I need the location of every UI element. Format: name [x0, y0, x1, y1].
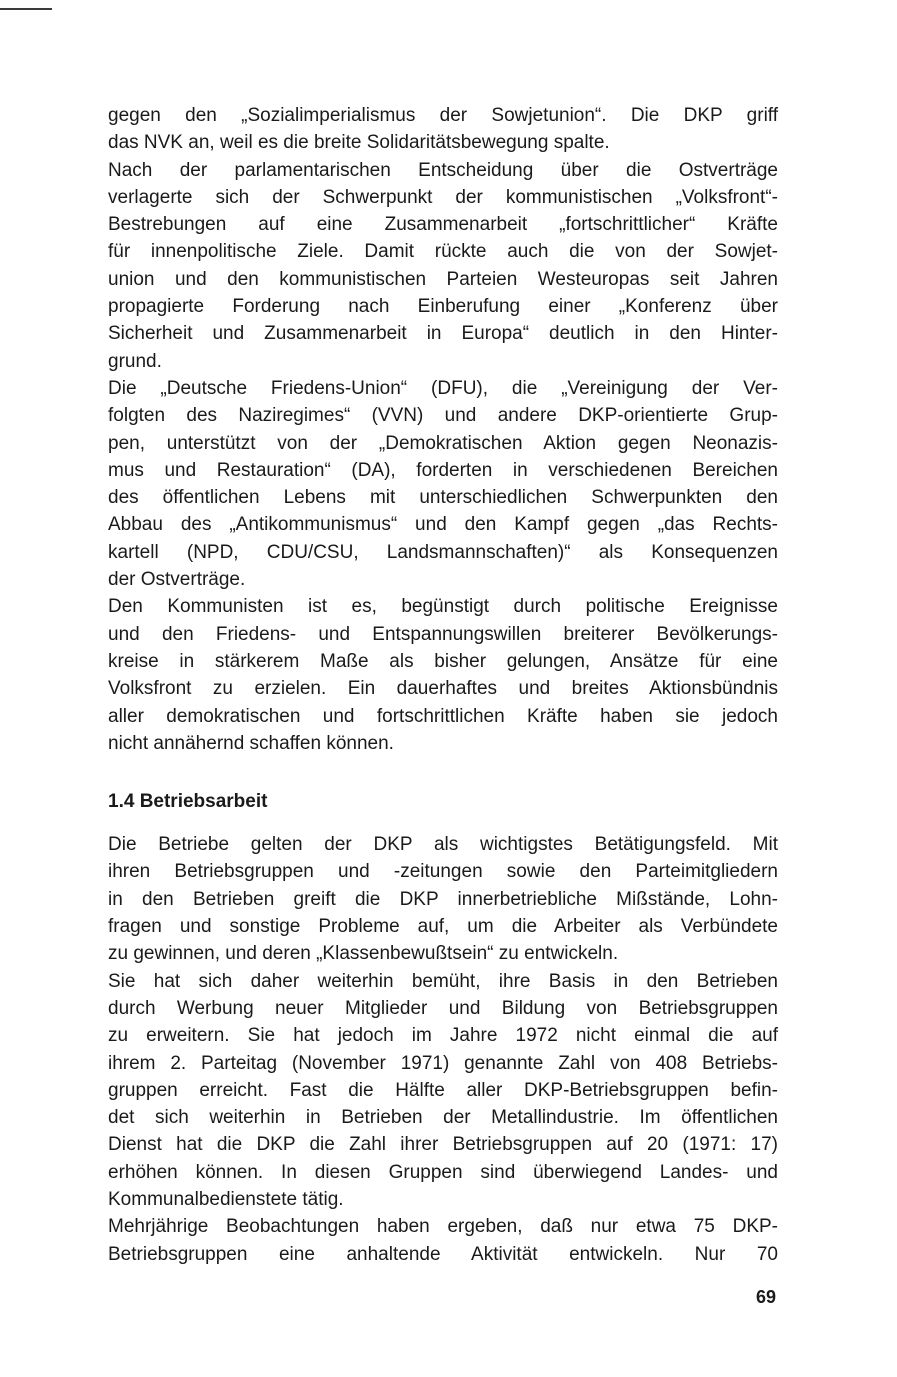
text-line: propagierte Forderung nach Einberufung einer „Konferenz über [108, 296, 778, 318]
section-heading: 1.4 Betriebsarbeit [108, 791, 268, 813]
paragraph [108, 593, 778, 757]
text-line: der Ostverträge. [108, 569, 246, 591]
text-line: für innenpolitische Ziele. Damit rückte auch die von der Sowjet- [108, 241, 778, 263]
page-number: 69 [756, 1287, 777, 1307]
text-line: in den Betrieben greift die DKP innerbetriebliche Mißstände, Lohn- [108, 888, 778, 910]
text-line: kartell (NPD, CDU/CSU, Landsmannschaften)“ als Konsequenzen [108, 541, 778, 563]
text-line: gegen den „Sozialimperialismus der Sowjetunion“. Die DKP griff [108, 105, 778, 126]
text-line: Kommunalbedienstete tätig. [108, 1188, 344, 1210]
text-line: Volksfront zu erzielen. Ein dauerhaftes und breites Aktionsbündnis [108, 678, 778, 700]
text-line: und den Friedens- und Entspannungswillen breiterer Bevölkerungs- [108, 623, 778, 645]
page-body [108, 102, 778, 1268]
text-line: grund. [108, 350, 162, 372]
text-line: nicht annähernd schaffen können. [108, 732, 394, 754]
paragraph [108, 1213, 778, 1268]
text-line: fragen und sonstige Probleme auf, um die Arbeiter als Verbündete [108, 916, 778, 938]
text-line: kreise in stärkerem Maße als bisher gelungen, Ansätze für eine [108, 650, 778, 672]
text-line: Bestrebungen auf eine Zusammenarbeit „fortschrittlicher“ Kräfte [108, 214, 778, 236]
text-line: Die „Deutsche Friedens-Union“ (DFU), die „Vereinigung der Ver- [108, 377, 778, 399]
text-line: det sich weiterhin in Betrieben der Metallindustrie. Im öffentlichen [108, 1107, 778, 1129]
text-line: das NVK an, weil es die breite Solidaritätsbewegung spalte. [108, 132, 610, 154]
text-line: zu erweitern. Sie hat jedoch im Jahre 1972 nicht einmal die auf [108, 1025, 778, 1047]
text-line: erhöhen können. In diesen Gruppen sind überwiegend Landes- und [108, 1161, 778, 1183]
paragraph [108, 102, 778, 157]
text-line: Sie hat sich daher weiterhin bemüht, ihre Basis in den Betrieben [108, 970, 778, 992]
text-line: Nach der parlamentarischen Entscheidung über die Ostverträge [108, 159, 778, 181]
text-line: mus und Restauration“ (DA), forderten in verschiedenen Bereichen [108, 459, 778, 481]
text-line: Betriebsgruppen eine anhaltende Aktivität entwickeln. Nur 70 [108, 1243, 778, 1265]
paragraph [108, 157, 778, 375]
text-line: verlagerte sich der Schwerpunkt der kommunistischen „Volksfront“- [108, 186, 778, 208]
text-line: Mehrjährige Beobachtungen haben ergeben, daß nur etwa 75 DKP- [108, 1216, 778, 1238]
paragraph [108, 831, 778, 967]
top-rule-mark [0, 8, 52, 10]
text-block-bottom [108, 831, 778, 1268]
text-line: des öffentlichen Lebens mit unterschiedlichen Schwerpunkten den [108, 487, 778, 509]
text-line: durch Werbung neuer Mitglieder und Bildung von Betriebsgruppen [108, 997, 778, 1019]
text-line: Den Kommunisten ist es, begünstigt durch politische Ereignisse [108, 596, 778, 618]
text-line: folgten des Naziregimes“ (VVN) und andere DKP-orientierte Grup- [108, 405, 778, 427]
text-line: gruppen erreicht. Fast die Hälfte aller DKP-Betriebsgruppen befin- [108, 1079, 778, 1101]
text-line: union und den kommunistischen Parteien Westeuropas seit Jahren [108, 268, 778, 290]
text-line: ihren Betriebsgruppen und -zeitungen sowie den Parteimitgliedern [108, 861, 778, 883]
text-line: ihrem 2. Parteitag (November 1971) genannte Zahl von 408 Betriebs- [108, 1052, 778, 1074]
paragraph [108, 375, 778, 593]
text-line: pen, unterstützt von der „Demokratischen Aktion gegen Neonazis- [108, 432, 778, 454]
text-line: zu gewinnen, und deren „Klassenbewußtsein“ zu entwickeln. [108, 943, 619, 965]
text-line: Sicherheit und Zusammenarbeit in Europa“ deutlich in den Hinter- [108, 323, 778, 345]
text-block-top [108, 102, 778, 757]
text-line: Die Betriebe gelten der DKP als wichtigstes Betätigungsfeld. Mit [108, 834, 778, 856]
text-line: Abbau des „Antikommunismus“ und den Kampf gegen „das Rechts- [108, 514, 778, 536]
paragraph [108, 968, 778, 1214]
text-line: aller demokratischen und fortschrittlichen Kräfte haben sie jedoch [108, 705, 778, 727]
text-line: Dienst hat die DKP die Zahl ihrer Betriebsgruppen auf 20 (1971: 17) [108, 1134, 778, 1156]
